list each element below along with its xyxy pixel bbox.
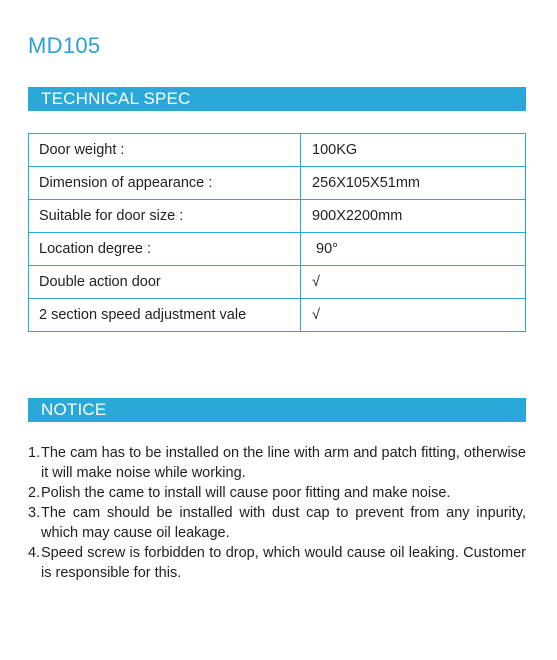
- notice-number: 1.: [28, 445, 41, 461]
- spec-value-double-action-check-icon: √: [301, 266, 526, 299]
- notice-number: 4.: [28, 545, 41, 561]
- notice-list: [28, 443, 526, 583]
- spec-value-location-degree: 90°: [301, 233, 526, 266]
- notice-heading: NOTICE: [28, 398, 526, 422]
- list-item: [28, 483, 526, 503]
- spec-value-speed-adjustment-check-icon: √: [301, 299, 526, 332]
- spec-value-dimension: 256X105X51mm: [301, 167, 526, 200]
- spec-value-door-weight: 100KG: [301, 134, 526, 167]
- table-row: [29, 233, 526, 266]
- spec-value-door-size: 900X2200mm: [301, 200, 526, 233]
- notice-text: The cam has to be installed on the line with arm and patch fitting, otherwise it will make noise while working.: [41, 445, 526, 481]
- list-item: [28, 443, 526, 483]
- spec-label-dimension: Dimension of appearance :: [29, 167, 301, 200]
- notice-text: Polish the came to install will cause poor fitting and make noise.: [41, 485, 451, 501]
- table-row: [29, 299, 526, 332]
- list-item: [28, 543, 526, 583]
- notice-number: 2.: [28, 485, 41, 501]
- spec-label-double-action: Double action door: [29, 266, 301, 299]
- spec-label-speed-adjustment: 2 section speed adjustment vale: [29, 299, 301, 332]
- spec-label-door-size: Suitable for door size :: [29, 200, 301, 233]
- notice-text: Speed screw is forbidden to drop, which would cause oil leaking. Customer is responsible for this.: [41, 545, 526, 581]
- page-title: MD105: [28, 33, 101, 58]
- list-item: [28, 503, 526, 543]
- spec-label-door-weight: Door weight :: [29, 134, 301, 167]
- notice-number: 3.: [28, 505, 41, 521]
- table-row: [29, 134, 526, 167]
- table-row: [29, 167, 526, 200]
- table-row: [29, 266, 526, 299]
- table-row: [29, 200, 526, 233]
- spec-table: [28, 133, 526, 332]
- technical-spec-heading: TECHNICAL SPEC: [28, 87, 526, 111]
- spec-label-location-degree: Location degree :: [29, 233, 301, 266]
- notice-text: The cam should be installed with dust cap to prevent from any inpurity, which may cause oil leakage.: [41, 505, 526, 541]
